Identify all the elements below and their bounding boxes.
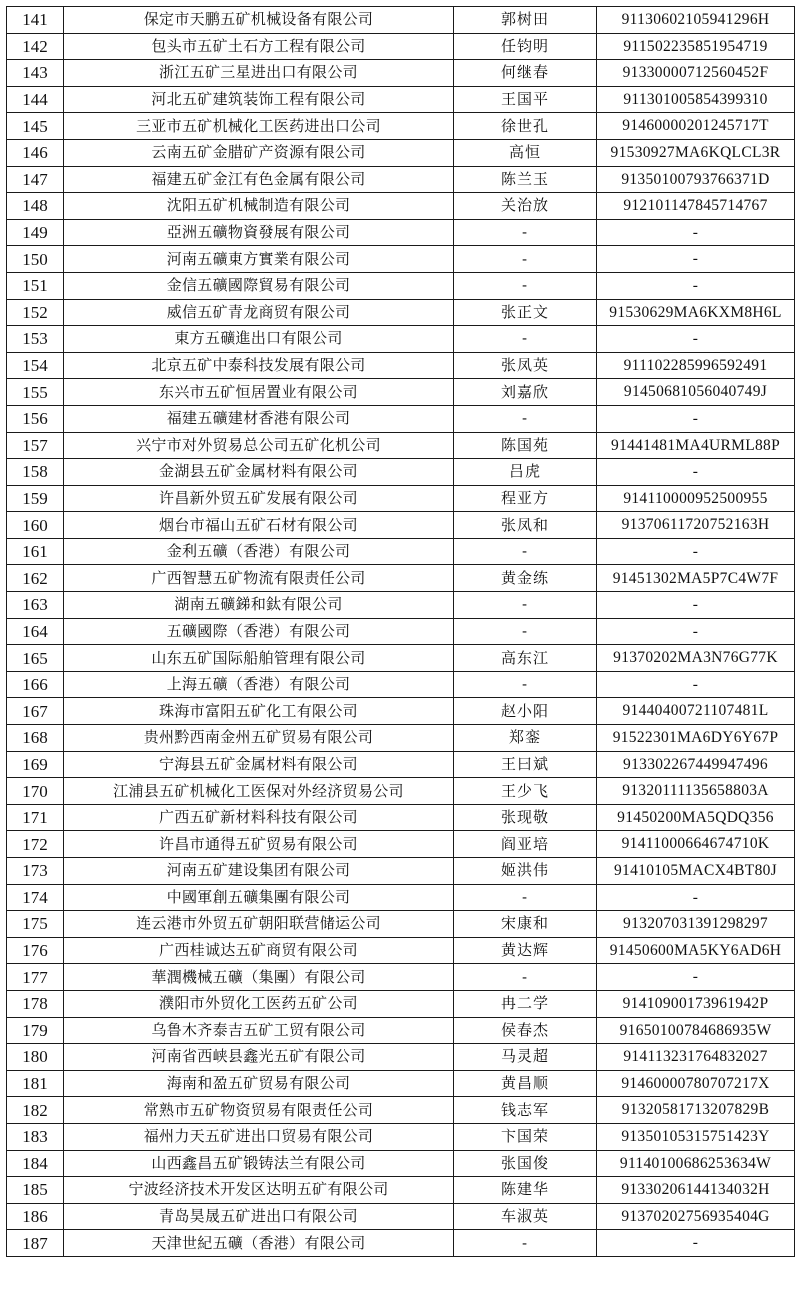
legal-representative-cell: - <box>454 246 597 273</box>
company-name-cell: 广西五矿新材料科技有限公司 <box>64 804 454 831</box>
company-name-cell: 珠海市富阳五矿化工有限公司 <box>64 698 454 725</box>
company-name-cell: 金信五礦國際貿易有限公司 <box>64 272 454 299</box>
company-name-cell: 东兴市五矿恒居置业有限公司 <box>64 379 454 406</box>
company-name-cell: 濮阳市外贸化工医药五矿公司 <box>64 990 454 1017</box>
company-name-cell: 宁海县五矿金属材料有限公司 <box>64 751 454 778</box>
credit-code-cell: 914110000952500955 <box>597 485 795 512</box>
company-name-cell: 福建五礦建材香港有限公司 <box>64 405 454 432</box>
credit-code-cell: 911301005854399310 <box>597 86 795 113</box>
company-name-cell: 连云港市外贸五矿朝阳联营储运公司 <box>64 911 454 938</box>
company-name-cell: 宁波经济技术开发区达明五矿有限公司 <box>64 1177 454 1204</box>
credit-code-cell: 91140100686253634W <box>597 1150 795 1177</box>
credit-code-cell: - <box>597 538 795 565</box>
company-name-cell: 福州力天五矿进出口贸易有限公司 <box>64 1123 454 1150</box>
credit-code-cell: - <box>597 884 795 911</box>
table-row <box>7 1044 795 1071</box>
company-name-cell: 東方五礦進出口有限公司 <box>64 326 454 353</box>
table-row <box>7 7 795 34</box>
credit-code-cell: 91450200MA5QDQ356 <box>597 804 795 831</box>
credit-code-cell: 91441481MA4URML88P <box>597 432 795 459</box>
company-name-cell: 保定市天鹏五矿机械设备有限公司 <box>64 7 454 34</box>
legal-representative-cell: 陈国苑 <box>454 432 597 459</box>
row-number-cell: 156 <box>7 405 64 432</box>
credit-code-cell: 91110228599659249​1 <box>597 352 795 379</box>
legal-representative-cell: - <box>454 592 597 619</box>
table-row <box>7 352 795 379</box>
row-number-cell: 155 <box>7 379 64 406</box>
credit-code-cell: 91451302MA5P7C4W7F <box>597 565 795 592</box>
row-number-cell: 167 <box>7 698 64 725</box>
legal-representative-cell: 郭树田 <box>454 7 597 34</box>
legal-representative-cell: 冉二学 <box>454 990 597 1017</box>
credit-code-cell: 91530629MA6KXM8H6L <box>597 299 795 326</box>
row-number-cell: 143 <box>7 60 64 87</box>
credit-code-cell: - <box>597 1230 795 1257</box>
credit-code-cell: - <box>597 326 795 353</box>
row-number-cell: 187 <box>7 1230 64 1257</box>
credit-code-cell: - <box>597 405 795 432</box>
company-name-cell: 河北五矿建筑装饰工程有限公司 <box>64 86 454 113</box>
row-number-cell: 171 <box>7 804 64 831</box>
legal-representative-cell: - <box>454 326 597 353</box>
table-row <box>7 725 795 752</box>
row-number-cell: 160 <box>7 512 64 539</box>
legal-representative-cell: 侯春杰 <box>454 1017 597 1044</box>
legal-representative-cell: 阎亚培 <box>454 831 597 858</box>
table-row <box>7 405 795 432</box>
company-name-cell: 亞洲五礦物資發展有限公司 <box>64 219 454 246</box>
company-name-cell: 天津世紀五礦（香港）有限公司 <box>64 1230 454 1257</box>
table-row <box>7 512 795 539</box>
table-row <box>7 751 795 778</box>
row-number-cell: 185 <box>7 1177 64 1204</box>
credit-code-cell: 91350100793766371D <box>597 166 795 193</box>
row-number-cell: 181 <box>7 1070 64 1097</box>
legal-representative-cell: 郑銮 <box>454 725 597 752</box>
row-number-cell: 141 <box>7 7 64 34</box>
credit-code-cell: 91370202MA3N76G77K <box>597 645 795 672</box>
legal-representative-cell: 任钧明 <box>454 33 597 60</box>
credit-code-cell: - <box>597 671 795 698</box>
credit-code-cell: 91530927MA6KQLCL3R <box>597 139 795 166</box>
company-name-cell: 河南五矿建设集团有限公司 <box>64 858 454 885</box>
legal-representative-cell: 黄昌顺 <box>454 1070 597 1097</box>
legal-representative-cell: 张凤和 <box>454 512 597 539</box>
company-name-cell: 常熟市五矿物资贸易有限责任公司 <box>64 1097 454 1124</box>
credit-code-cell: 913207031391298297 <box>597 911 795 938</box>
credit-code-cell: - <box>597 272 795 299</box>
row-number-cell: 149 <box>7 219 64 246</box>
company-name-cell: 五礦國際（香港）有限公司 <box>64 618 454 645</box>
table-row <box>7 60 795 87</box>
table-row <box>7 538 795 565</box>
legal-representative-cell: - <box>454 1230 597 1257</box>
credit-code-cell: 91650100784686935W <box>597 1017 795 1044</box>
table-row <box>7 1017 795 1044</box>
legal-representative-cell: 高东江 <box>454 645 597 672</box>
credit-code-cell: 913302267449947496 <box>597 751 795 778</box>
company-name-cell: 许昌市通得五矿贸易有限公司 <box>64 831 454 858</box>
legal-representative-cell: 黄金练 <box>454 565 597 592</box>
table-row <box>7 592 795 619</box>
table-row <box>7 219 795 246</box>
legal-representative-cell: - <box>454 405 597 432</box>
row-number-cell: 150 <box>7 246 64 273</box>
legal-representative-cell: - <box>454 671 597 698</box>
row-number-cell: 177 <box>7 964 64 991</box>
company-name-cell: 广西桂诚达五矿商贸有限公司 <box>64 937 454 964</box>
company-name-cell: 湖南五礦銻和鈦有限公司 <box>64 592 454 619</box>
credit-code-cell: 91460000201245717T <box>597 113 795 140</box>
credit-code-cell: 91522301MA6DY6Y67P <box>597 725 795 752</box>
table-row <box>7 272 795 299</box>
table-row <box>7 139 795 166</box>
credit-code-cell: 91320581713207829B <box>597 1097 795 1124</box>
table-row <box>7 326 795 353</box>
legal-representative-cell: - <box>454 964 597 991</box>
table-row <box>7 1123 795 1150</box>
company-name-cell: 三亚市五矿机械化工医药进出口公司 <box>64 113 454 140</box>
credit-code-cell: 91410900173961942P <box>597 990 795 1017</box>
credit-code-cell: 91450681056040749J <box>597 379 795 406</box>
table-row <box>7 964 795 991</box>
legal-representative-cell: 王少飞 <box>454 778 597 805</box>
table-row <box>7 698 795 725</box>
credit-code-cell: 91130602105941296H <box>597 7 795 34</box>
table-row <box>7 565 795 592</box>
row-number-cell: 162 <box>7 565 64 592</box>
table-row <box>7 831 795 858</box>
table-row <box>7 778 795 805</box>
table-row <box>7 1097 795 1124</box>
row-number-cell: 176 <box>7 937 64 964</box>
company-name-cell: 沈阳五矿机械制造有限公司 <box>64 193 454 220</box>
table-row <box>7 459 795 486</box>
table-body <box>7 7 795 1257</box>
legal-representative-cell: 王国平 <box>454 86 597 113</box>
company-name-cell: 中國軍創五礦集團有限公司 <box>64 884 454 911</box>
legal-representative-cell: 刘嘉欣 <box>454 379 597 406</box>
row-number-cell: 170 <box>7 778 64 805</box>
company-name-cell: 金利五礦（香港）有限公司 <box>64 538 454 565</box>
legal-representative-cell: 车淑英 <box>454 1203 597 1230</box>
credit-code-cell: - <box>597 964 795 991</box>
company-name-cell: 烟台市福山五矿石材有限公司 <box>64 512 454 539</box>
company-name-cell: 福建五矿金江有色金属有限公司 <box>64 166 454 193</box>
row-number-cell: 183 <box>7 1123 64 1150</box>
table-row <box>7 618 795 645</box>
legal-representative-cell: 程亚方 <box>454 485 597 512</box>
credit-code-cell: 91411000664674710K <box>597 831 795 858</box>
row-number-cell: 148 <box>7 193 64 220</box>
table-row <box>7 193 795 220</box>
legal-representative-cell: 赵小阳 <box>454 698 597 725</box>
row-number-cell: 173 <box>7 858 64 885</box>
table-row <box>7 1203 795 1230</box>
row-number-cell: 153 <box>7 326 64 353</box>
table-row <box>7 33 795 60</box>
row-number-cell: 184 <box>7 1150 64 1177</box>
credit-code-cell: 91330206144134032H <box>597 1177 795 1204</box>
row-number-cell: 158 <box>7 459 64 486</box>
legal-representative-cell: 黄达辉 <box>454 937 597 964</box>
credit-code-cell: - <box>597 592 795 619</box>
credit-code-cell: 912101147845714767 <box>597 193 795 220</box>
table-row <box>7 884 795 911</box>
credit-code-cell: 91330000712560452F <box>597 60 795 87</box>
credit-code-cell: 91370611720752163H <box>597 512 795 539</box>
legal-representative-cell: 何继春 <box>454 60 597 87</box>
row-number-cell: 182 <box>7 1097 64 1124</box>
credit-code-cell: 91450600MA5KY6AD6H <box>597 937 795 964</box>
company-table <box>6 6 795 1257</box>
company-name-cell: 上海五礦（香港）有限公司 <box>64 671 454 698</box>
row-number-cell: 142 <box>7 33 64 60</box>
table-row <box>7 379 795 406</box>
company-name-cell: 青岛昊晟五矿进出口有限公司 <box>64 1203 454 1230</box>
table-row <box>7 858 795 885</box>
table-row <box>7 671 795 698</box>
table-row <box>7 1177 795 1204</box>
company-name-cell: 包头市五矿土石方工程有限公司 <box>64 33 454 60</box>
table-row <box>7 911 795 938</box>
row-number-cell: 169 <box>7 751 64 778</box>
legal-representative-cell: - <box>454 219 597 246</box>
table-row <box>7 645 795 672</box>
credit-code-cell: - <box>597 219 795 246</box>
row-number-cell: 179 <box>7 1017 64 1044</box>
row-number-cell: 146 <box>7 139 64 166</box>
legal-representative-cell: 关治放 <box>454 193 597 220</box>
row-number-cell: 180 <box>7 1044 64 1071</box>
row-number-cell: 174 <box>7 884 64 911</box>
legal-representative-cell: 王曰斌 <box>454 751 597 778</box>
legal-representative-cell: 张现敬 <box>454 804 597 831</box>
credit-code-cell: 91460000780707217X <box>597 1070 795 1097</box>
row-number-cell: 165 <box>7 645 64 672</box>
credit-code-cell: 91150223585195471​9 <box>597 33 795 60</box>
company-name-cell: 兴宁市对外贸易总公司五矿化机公司 <box>64 432 454 459</box>
legal-representative-cell: - <box>454 538 597 565</box>
row-number-cell: 159 <box>7 485 64 512</box>
row-number-cell: 175 <box>7 911 64 938</box>
legal-representative-cell: 张国俊 <box>454 1150 597 1177</box>
row-number-cell: 157 <box>7 432 64 459</box>
row-number-cell: 163 <box>7 592 64 619</box>
row-number-cell: 151 <box>7 272 64 299</box>
table-row <box>7 990 795 1017</box>
legal-representative-cell: 徐世孔 <box>454 113 597 140</box>
company-name-cell: 浙江五矿三星进出口有限公司 <box>64 60 454 87</box>
company-name-cell: 贵州黔西南金州五矿贸易有限公司 <box>64 725 454 752</box>
legal-representative-cell: 陈建华 <box>454 1177 597 1204</box>
row-number-cell: 166 <box>7 671 64 698</box>
company-name-cell: 许昌新外贸五矿发展有限公司 <box>64 485 454 512</box>
company-name-cell: 金湖县五矿金属材料有限公司 <box>64 459 454 486</box>
legal-representative-cell: 高恒 <box>454 139 597 166</box>
legal-representative-cell: 卞国荣 <box>454 1123 597 1150</box>
credit-code-cell: 91410105MACX4BT80J <box>597 858 795 885</box>
credit-code-cell: - <box>597 618 795 645</box>
table-row <box>7 299 795 326</box>
legal-representative-cell: - <box>454 272 597 299</box>
table-row <box>7 113 795 140</box>
company-name-cell: 山东五矿国际船舶管理有限公司 <box>64 645 454 672</box>
table-row <box>7 937 795 964</box>
table-row <box>7 432 795 459</box>
table-row <box>7 166 795 193</box>
row-number-cell: 186 <box>7 1203 64 1230</box>
row-number-cell: 168 <box>7 725 64 752</box>
table-row <box>7 1150 795 1177</box>
table-row <box>7 485 795 512</box>
row-number-cell: 172 <box>7 831 64 858</box>
table-row <box>7 246 795 273</box>
company-name-cell: 山西鑫昌五矿锻铸法兰有限公司 <box>64 1150 454 1177</box>
company-name-cell: 北京五矿中泰科技发展有限公司 <box>64 352 454 379</box>
company-name-cell: 威信五矿青龙商贸有限公司 <box>64 299 454 326</box>
company-name-cell: 江浦县五矿机械化工医保对外经济贸易公司 <box>64 778 454 805</box>
legal-representative-cell: 吕虎 <box>454 459 597 486</box>
credit-code-cell: 91320111135658803A <box>597 778 795 805</box>
legal-representative-cell: - <box>454 618 597 645</box>
company-name-cell: 云南五矿金腊矿产资源有限公司 <box>64 139 454 166</box>
company-name-cell: 乌鲁木齐泰吉五矿工贸有限公司 <box>64 1017 454 1044</box>
credit-code-cell: 91370202756935404G <box>597 1203 795 1230</box>
company-name-cell: 河南五礦東方實業有限公司 <box>64 246 454 273</box>
legal-representative-cell: 张正文 <box>454 299 597 326</box>
legal-representative-cell: 陈兰玉 <box>454 166 597 193</box>
credit-code-cell: 91350105315751423Y <box>597 1123 795 1150</box>
table-row <box>7 804 795 831</box>
table-row <box>7 86 795 113</box>
legal-representative-cell: 宋康和 <box>454 911 597 938</box>
company-name-cell: 广西智慧五矿物流有限责任公司 <box>64 565 454 592</box>
legal-representative-cell: - <box>454 884 597 911</box>
row-number-cell: 154 <box>7 352 64 379</box>
legal-representative-cell: 钱志军 <box>454 1097 597 1124</box>
legal-representative-cell: 张凤英 <box>454 352 597 379</box>
company-name-cell: 河南省西峡县鑫光五矿有限公司 <box>64 1044 454 1071</box>
row-number-cell: 178 <box>7 990 64 1017</box>
row-number-cell: 161 <box>7 538 64 565</box>
row-number-cell: 164 <box>7 618 64 645</box>
row-number-cell: 144 <box>7 86 64 113</box>
credit-code-cell: 91440400721107481L <box>597 698 795 725</box>
table-row <box>7 1230 795 1257</box>
credit-code-cell: - <box>597 459 795 486</box>
legal-representative-cell: 马灵超 <box>454 1044 597 1071</box>
company-name-cell: 華潤機械五礦（集團）有限公司 <box>64 964 454 991</box>
credit-code-cell: - <box>597 246 795 273</box>
row-number-cell: 147 <box>7 166 64 193</box>
row-number-cell: 145 <box>7 113 64 140</box>
table-row <box>7 1070 795 1097</box>
credit-code-cell: 914113231764832027 <box>597 1044 795 1071</box>
legal-representative-cell: 姬洪伟 <box>454 858 597 885</box>
company-name-cell: 海南和盈五矿贸易有限公司 <box>64 1070 454 1097</box>
row-number-cell: 152 <box>7 299 64 326</box>
